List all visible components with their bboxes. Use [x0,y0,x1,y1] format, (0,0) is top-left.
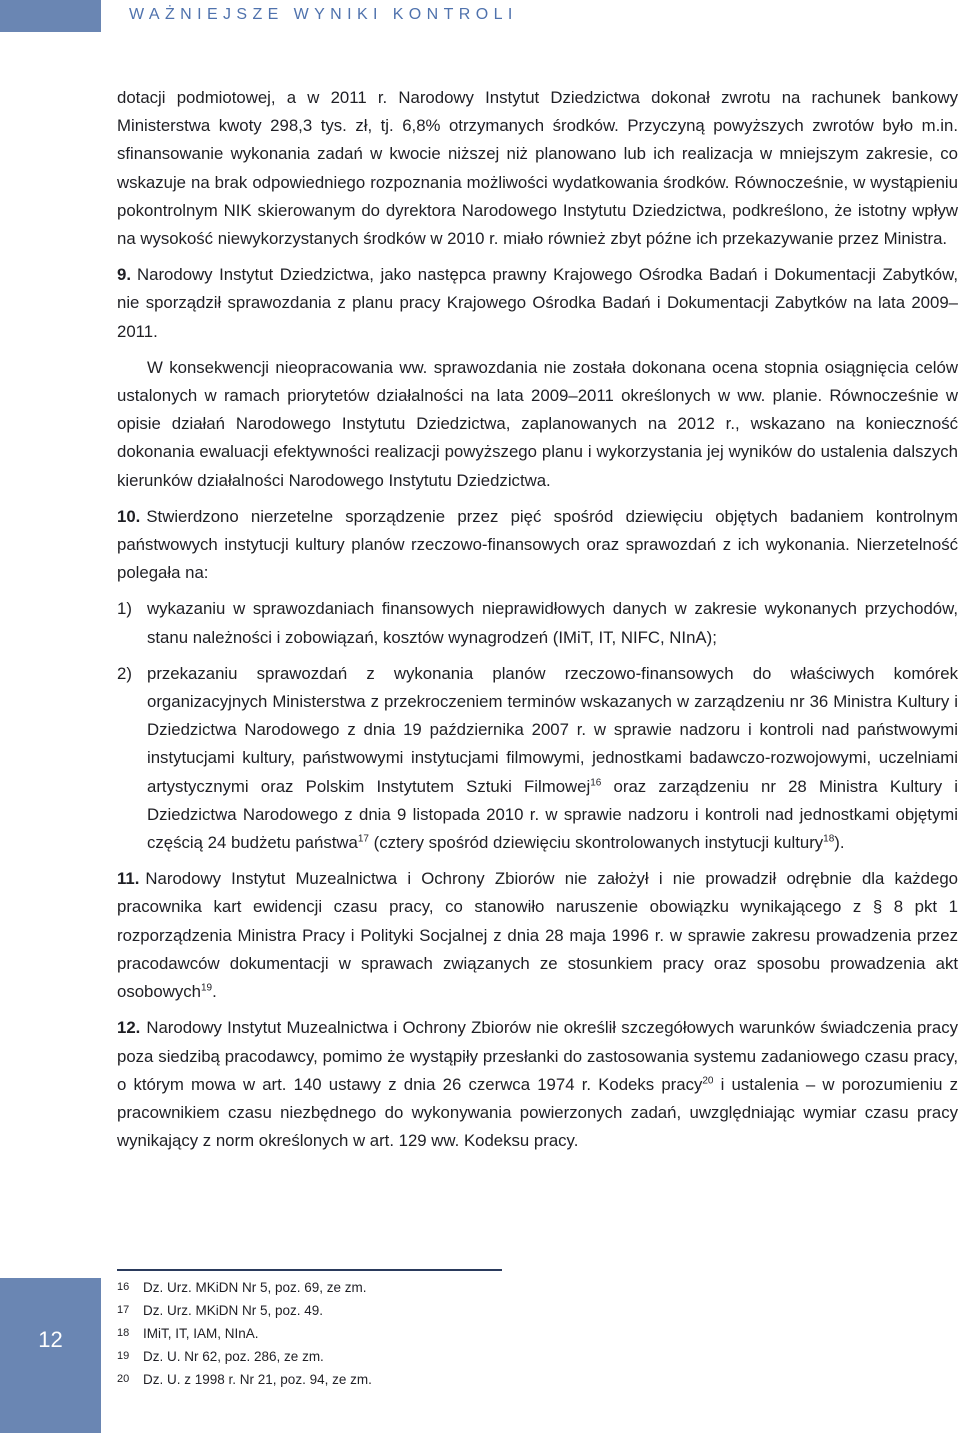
footnote-number: 19 [117,1350,130,1362]
footnote-ref-18[interactable]: 18 [823,833,835,845]
footnote-number: 17 [117,1304,130,1316]
footnote-ref-19[interactable]: 19 [200,982,213,994]
paragraph-text: Narodowy Instytut Muzealnictwa i Ochrony Zbiorów nie określił szczegółowych warunków świadczenia pracy poza siedzibą pracodawcy, pomimo że wystąpiły przesłanki do zastosowania systemu zadaniowego czasu pracy, o którym mowa w art. 140 ustawy z dnia 26 czerwca 1974 r. Kodeks pracy [117,1018,958,1094]
paragraph-number: 9. [117,265,131,285]
paragraph-number: 12. [117,1018,141,1038]
paragraph-number: 10. [117,506,141,526]
footnote-divider [117,1269,502,1271]
list-item-1 [117,595,958,651]
footnote-text: Dz. Urz. MKiDN Nr 5, poz. 69, ze zm. [143,1280,367,1295]
footnote-item [117,1345,717,1368]
footnote-item [117,1322,717,1345]
list-text-segment: oraz zarządzeniu nr 28 Ministra Kultury i Dziedzictwa Narodowego z dnia 9 listopada 2010 r. w sprawie nadzoru i kontroli nad jednostkami objętymi częścią 24 budżetu państwa [147,776,958,853]
footnote-item [117,1368,717,1391]
footnote-number: 16 [117,1281,130,1293]
footnote-ref-20[interactable]: 20 [702,1075,714,1087]
footnote-ref-17[interactable]: 17 [357,833,369,845]
list-item-2 [117,660,958,857]
list-text-segment: przekazaniu sprawozdań z wykonania planów rzeczowo-finansowych do właściwych komórek organizacyjnych Ministerstwa z przekroczeniem terminów wskazanych w zarządzeniu nr 36 Ministra Kultury i Dziedzictwa Narodowego z dnia 19 października 2007 r. w sprawie nadzoru i kontroli nad państwowymi instytucjami kultury, państwowymi instytucjami filmowymi, jednostkami badawczo-rozwojowymi, uczelniami artystycznymi oraz Polskim Instytutem Sztuki Filmowej [147,663,958,796]
paragraph-continuation: dotacji podmiotowej, a w 2011 r. Narodowy Instytut Dziedzictwa dokonał zwrotu na rachunek bankowy Ministerstwa kwoty 298,3 tys. zł, tj. 6,8% otrzymanych środków. Przyczyną powyższych zwrotów było m.in. sfinansowanie wykonania zadań w kwocie niższej niż planowano lub ich realizacja w mniejszym zakresie, co wskazuje na brak odpowiedniego rozpoznania możliwości wydatkowania środków. Równocześnie, w wystąpieniu pokontrolnym NIK skierowanym do dyrektora Narodowego Instytutu Dziedzictwa, podkreślono, że istotny wpływ na wysokość niewykorzystanych środków w 2010 r. miało również zbyt późne ich przekazywanie przez Ministra. [117,88,958,249]
paragraph-12 [117,1014,958,1155]
list-marker: 1) [117,599,132,619]
paragraph-text: Narodowy Instytut Muzealnictwa i Ochrony Zbiorów nie założył i nie prowadził odrębnie dla każdego pracownika kart ewidencji czasu pracy, co stanowiło naruszenie obowiązku wynikającego z § 8 pkt 1 rozporządzenia Ministra Pracy i Polityki Socjalnej z dnia 28 maja 1996 r. w sprawie zakresu prowadzenia przez pracodawców dokumentacji w sprawach związanych ze stosunkiem pracy oraz sposobu prowadzenia akt osobowych [117,869,958,1002]
paragraph-text: Stwierdzono nierzetelne sporządzenie przez pięć spośród dziewięciu objętych badaniem kontrolnym państwowych instytucji kultury planów rzeczowo-finansowych oraz sprawozdań z ich wykonania. Nierzetelność polegała na: [117,506,958,583]
running-header-title: WAŻNIEJSZE WYNIKI KONTROLI [129,6,518,23]
footnote-item [117,1299,717,1322]
footnote-number: 20 [117,1373,130,1385]
paragraph-10 [117,503,958,588]
list-text-segment: ). [834,833,845,853]
paragraph-text: i ustalenia – w porozumieniu z pracownikiem czasu niezbędnego do wykonywania powierzonych zadań, uwzględniając wymiar czasu pracy wynikający z norm określonych w art. 129 ww. Kodeksu pracy. [117,1074,958,1151]
paragraph-text: . [212,982,217,1002]
document-body [117,84,958,1163]
footnote-ref-16[interactable]: 16 [590,777,602,789]
paragraph-9 [117,261,958,346]
footnote-number: 18 [117,1327,130,1339]
paragraph-text: Narodowy Instytut Dziedzictwa, jako następca prawny Krajowego Ośrodka Badań i Dokumentacji Zabytków, nie sporządził sprawozdania z planu pracy Krajowego Ośrodka Badań i Dokumentacji Zabytków na lata 2009–2011. [117,265,958,341]
footnote-text: Dz. Urz. MKiDN Nr 5, poz. 49. [143,1303,324,1318]
list-item-text: wykazaniu w sprawozdaniach finansowych nieprawidłowych danych w zakresie wykonanych przychodów, stanu należności i zobowiązań, kosztów wynagrodzeń (IMiT, IT, NIFC, NInA); [147,599,958,647]
page-number: 12 [38,1327,63,1352]
paragraph-11 [117,865,958,1006]
list-marker: 2) [117,663,132,683]
footnote-item [117,1276,717,1299]
header-color-block [0,0,101,32]
paragraph-9-continued: W konsekwencji nieopracowania ww. sprawozdania nie została dokonana ocena stopnia osiągnięcia celów ustalonych w ramach priorytetów działalności na lata 2009–2011 określonych w ww. planie. Równocześnie w opisie działań Narodowego Instytutu Dziedzictwa, zaplanowanych na 2012 r., wskazano na konieczność dokonania ewaluacji efektywności realizacji powyższego planu i wykorzystania jej wyników do ustalenia dalszych kierunków działalności Narodowego Instytutu Dziedzictwa. [117,357,958,490]
footnote-text: Dz. U. Nr 62, poz. 286, ze zm. [143,1349,324,1364]
footnote-text: Dz. U. z 1998 r. Nr 21, poz. 94, ze zm. [143,1372,372,1387]
page-number-block [0,1278,101,1433]
paragraph-number: 11. [117,869,140,889]
footnotes [117,1276,717,1391]
footnote-text: IMiT, IT, IAM, NInA. [143,1326,259,1341]
list-item-text [147,660,958,857]
list-text-segment: (cztery spośród dziewięciu skontrolowanych instytucji kultury [368,833,824,853]
